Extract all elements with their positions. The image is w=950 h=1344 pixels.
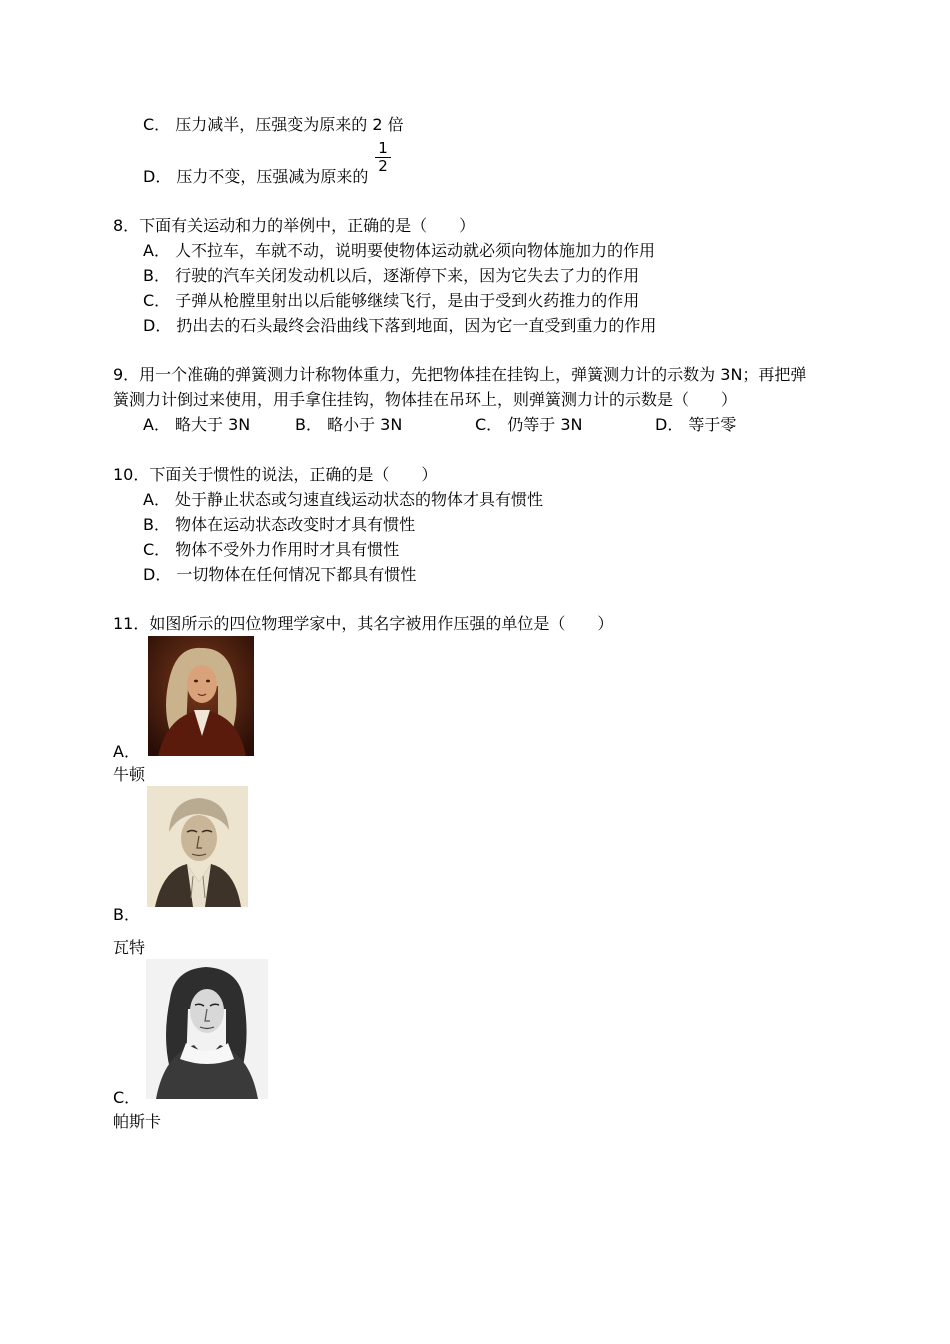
q8-option-b: B． 行驶的汽车关闭发动机以后，逐渐停下来，因为它失去了力的作用 xyxy=(143,266,640,285)
q10-option-d: D． 一切物体在任何情况下都具有惯性 xyxy=(143,565,417,584)
q11-option-c-name: 帕斯卡 xyxy=(113,1112,162,1131)
q9-option-c: C． 仍等于 3N xyxy=(475,415,583,434)
q9-option-a: A． 略大于 3N xyxy=(143,415,251,434)
q9-stem-line1: 9．用一个准确的弹簧测力计称物体重力，先把物体挂在挂钩上，弹簧测力计的示数为 3N；再把弹 xyxy=(113,365,807,384)
q7-fraction xyxy=(374,140,392,175)
q8-option-c: C． 子弹从枪膛里射出以后能够继续飞行，是由于受到火药推力的作用 xyxy=(143,291,640,310)
q9-stem-line2: 簧测力计倒过来使用，用手拿住挂钩，物体挂在吊环上，则弹簧测力计的示数是（ ） xyxy=(113,390,738,409)
q8-option-a: A． 人不拉车，车就不动，说明要使物体运动就必须向物体施加力的作用 xyxy=(143,241,656,260)
q9-option-b: B． 略小于 3N xyxy=(295,415,403,434)
q9-option-d: D． 等于零 xyxy=(655,415,737,434)
q10-option-c: C． 物体不受外力作用时才具有惯性 xyxy=(143,540,400,559)
q10-option-b: B． 物体在运动状态改变时才具有惯性 xyxy=(143,515,416,534)
q11-option-a-name: 牛顿 xyxy=(113,765,146,784)
q11-stem: 11．如图所示的四位物理学家中，其名字被用作压强的单位是（ ） xyxy=(113,614,614,633)
watt-portrait-image xyxy=(147,786,248,907)
newton-portrait-image xyxy=(148,636,254,756)
q11-option-c-letter: C． xyxy=(113,1088,141,1107)
fraction-denominator: 2 xyxy=(378,157,388,175)
q10-option-a: A． 处于静止状态或匀速直线运动状态的物体才具有惯性 xyxy=(143,490,544,509)
q11-option-b-letter: B． xyxy=(113,905,140,924)
fraction-numerator: 1 xyxy=(378,139,388,157)
q10-stem: 10．下面关于惯性的说法，正确的是（ ） xyxy=(113,465,438,484)
q7-option-d: D． 压力不变，压强减为原来的 xyxy=(143,167,369,186)
q8-stem: 8．下面有关运动和力的举例中，正确的是（ ） xyxy=(113,216,476,235)
pascal-portrait-image xyxy=(146,959,268,1099)
q8-option-d: D． 扔出去的石头最终会沿曲线下落到地面，因为它一直受到重力的作用 xyxy=(143,316,657,335)
q11-option-b-name: 瓦特 xyxy=(113,938,146,957)
q7-option-c: C． 压力减半，压强变为原来的 2 倍 xyxy=(143,115,404,134)
q11-option-a-letter: A． xyxy=(113,742,140,761)
